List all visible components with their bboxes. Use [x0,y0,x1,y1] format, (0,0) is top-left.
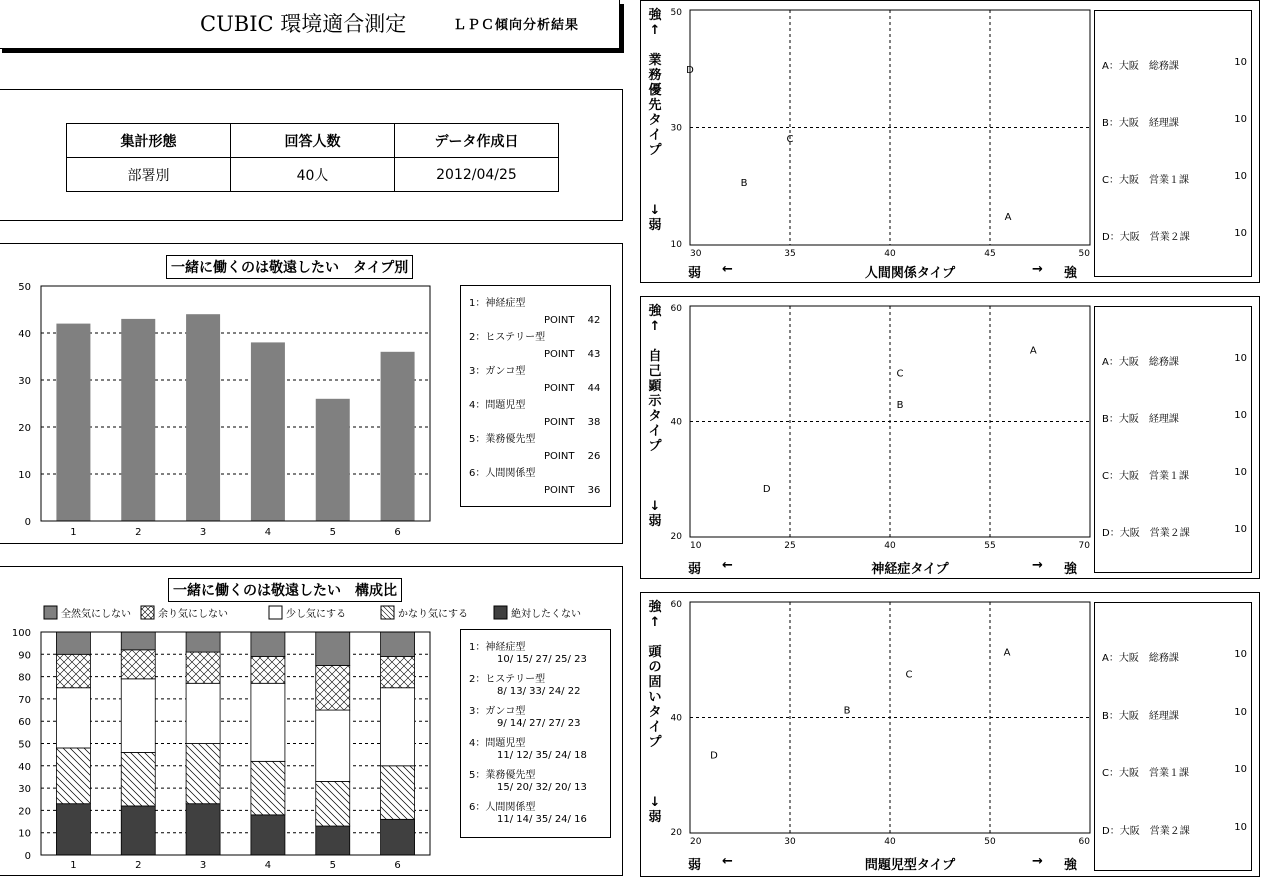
scatter-legend-entry: B：大阪 経理課 [1102,117,1179,129]
stack-segment-3 [186,804,220,855]
stack-segment-4 [251,632,285,657]
stack-segment-1 [56,632,90,654]
stack-series-swatch [494,606,507,619]
scatter-1-x-axis-label: 人間関係タイプ [864,266,956,281]
stack-legend-name-1: 1：神経症型 [469,642,526,653]
scatter-legend-count: 10 [1234,821,1247,833]
bar-x-tick-label: 3 [199,527,207,538]
stack-segment-1 [56,654,90,687]
scatter-point-D: D [710,750,718,762]
stack-segment-5 [316,632,350,665]
scatter-x-tick-label: 10 [690,541,702,551]
scatter-legend-entry: D：大阪 営業２課 [1102,527,1190,539]
scatter-3-x-strong-label: 強 [1064,858,1078,873]
stack-series-label: 絶対したくない [511,609,581,620]
stack-x-tick-label: 1 [70,860,77,871]
stack-segment-6 [381,688,415,766]
scatter-y-tick-label: 40 [670,417,682,428]
stack-segment-5 [316,665,350,710]
scatter-1-x-right-arrow: → [1032,262,1043,277]
stack-segment-4 [251,761,285,815]
stack-series-swatch [44,606,57,619]
stack-segment-6 [381,819,415,855]
stack-legend-vals-1: 10/ 15/ 27/ 25/ 23 [497,654,587,665]
bar-1 [56,324,90,521]
stack-segment-1 [56,748,90,804]
scatter-legend-entry: C：大阪 営業１課 [1102,174,1189,186]
stack-x-tick-label: 6 [394,860,401,871]
stack-series-label: 余り気にしない [158,609,228,620]
scatter-2-x-axis-label: 神経症タイプ [871,562,949,577]
scatter-legend-entry: D：大阪 営業２課 [1102,825,1190,837]
bar-y-tick-label: 50 [18,282,31,293]
bar-chart [0,278,440,538]
page-subtitle: ＬＰＣ傾向分析結果 [453,18,580,33]
stack-y-tick-label: 40 [18,761,31,773]
stack-legend-name-5: 5：業務優先型 [469,770,536,781]
scatter-legend-entry: C：大阪 営業１課 [1102,470,1189,482]
scatter-2-x-right-arrow: → [1032,558,1043,573]
summary-header-date: データ作成日 [395,124,559,158]
stack-segment-3 [186,744,220,804]
bar-6 [381,352,415,521]
bar-plot-frame [41,286,430,521]
scatter-y-tick-label: 60 [670,600,682,610]
bar-y-tick-label: 10 [18,470,31,481]
bar-3 [186,314,220,521]
stack-segment-3 [186,652,220,683]
stack-segment-2 [121,632,155,650]
bar-y-tick-label: 30 [18,376,31,387]
scatter-legend-entry: B：大阪 経理課 [1102,710,1179,722]
scatter-legend-entry: D：大阪 営業２課 [1102,231,1190,243]
scatter-chart-2 [660,296,1120,564]
bar-legend-name-6: 6：人間関係型 [469,468,536,479]
scatter-point-D: D [686,64,694,76]
scatter-x-tick-label: 40 [884,541,896,551]
stack-segment-5 [316,710,350,781]
bar-2 [121,319,155,521]
bar-legend-point-1: POINT 42 [544,315,601,326]
stack-legend-vals-5: 15/ 20/ 32/ 20/ 13 [497,782,587,793]
stack-y-tick-label: 70 [18,694,31,706]
scatter-y-tick-label: 30 [670,123,682,134]
stacked-chart [0,622,440,872]
bar-x-tick-label: 4 [264,527,272,538]
scatter-legend-count: 10 [1234,353,1247,364]
scatter-x-tick-label: 50 [984,837,996,847]
stack-segment-1 [56,688,90,748]
stack-series-label: 少し気にする [286,609,346,620]
scatter-1-y-axis-label: 強 ↑ 業 務 優 先 タ イ プ ↓ 弱 [648,8,662,233]
bar-x-tick-label: 2 [135,527,142,538]
stack-legend-name-2: 2：ヒステリー型 [469,674,546,685]
bar-legend-name-5: 5：業務優先型 [469,434,536,445]
stacked-chart-title: 一緒に働くのは敬遠したい 構成比 [168,578,402,602]
scatter-x-tick-label: 30 [690,249,702,259]
bar-5 [316,399,350,521]
stack-segment-4 [251,683,285,761]
scatter-3-legend [1094,602,1252,871]
stack-legend-name-3: 3：ガンコ型 [469,706,526,717]
scatter-x-tick-label: 40 [884,249,896,259]
bar-legend-name-2: 2：ヒステリー型 [469,332,546,343]
summary-table [66,123,559,192]
stack-y-tick-label: 50 [18,739,31,751]
scatter-legend-count: 10 [1234,523,1247,535]
stack-series-swatch [141,606,154,619]
stack-segment-2 [121,752,155,806]
stacked-chart-series-legend [40,603,620,623]
scatter-x-tick-label: 25 [784,541,796,551]
scatter-legend-entry: C：大阪 営業１課 [1102,768,1189,779]
stack-y-tick-label: 80 [18,672,31,684]
stack-segment-2 [121,650,155,679]
stack-segment-4 [251,657,285,684]
stack-legend-vals-4: 11/ 12/ 35/ 24/ 18 [497,750,587,761]
scatter-3-x-left-arrow: ← [722,854,733,869]
scatter-x-tick-label: 45 [984,249,996,259]
bar-legend-point-2: POINT 43 [544,349,601,360]
scatter-point-D: D [762,483,771,495]
scatter-2-y-axis-label: 強 ↑ 自 己 顕 示 タ イ プ ↓ 弱 [648,304,662,529]
scatter-x-tick-label: 50 [1078,249,1090,259]
stack-y-tick-label: 100 [11,628,31,639]
scatter-1-x-strong-label: 強 [1064,266,1078,281]
bar-chart-title: 一緒に働くのは敬遠したい タイプ別 [166,255,413,279]
stack-x-tick-label: 3 [199,860,207,871]
stack-series-swatch [269,606,282,619]
bar-legend-point-6: POINT 36 [544,485,601,496]
summary-value-type: 部署別 [67,158,231,192]
stack-segment-6 [381,766,415,820]
scatter-point-B: B [843,705,851,717]
bar-y-tick-label: 0 [24,517,31,528]
scatter-legend-count: 10 [1234,57,1247,68]
bar-y-tick-label: 40 [18,329,31,340]
stack-legend-name-4: 4：問題児型 [469,738,526,749]
scatter-legend-count: 10 [1234,170,1247,182]
summary-value-date: 2012/04/25 [395,158,559,192]
scatter-legend-count: 10 [1234,649,1247,660]
stack-y-tick-label: 0 [24,851,31,862]
scatter-legend-entry: B：大阪 経理課 [1102,413,1179,425]
stack-series-label: 全然気にしない [61,609,131,620]
stack-segment-3 [186,683,220,743]
bar-legend-name-3: 3：ガンコ型 [469,366,526,377]
stack-legend-name-6: 6：人間関係型 [469,802,536,813]
stack-segment-4 [251,815,285,855]
stack-segment-1 [56,804,90,855]
scatter-3-x-right-arrow: → [1032,854,1043,869]
stack-y-tick-label: 90 [18,650,31,662]
bar-legend-name-4: 4：問題児型 [469,400,526,411]
scatter-1-legend [1094,10,1252,277]
stack-x-tick-label: 5 [329,860,336,871]
scatter-x-tick-label: 60 [1078,837,1090,847]
summary-value-count: 40人 [231,158,395,192]
stack-segment-5 [316,781,350,826]
stack-y-tick-label: 60 [18,717,31,729]
stack-x-tick-label: 2 [135,860,142,871]
bar-4 [251,342,285,521]
bar-y-tick-label: 20 [18,423,31,434]
scatter-point-B: B [896,400,904,412]
scatter-x-tick-label: 55 [984,541,996,551]
scatter-2-x-strong-label: 強 [1064,562,1078,577]
bar-x-tick-label: 6 [394,527,401,538]
stack-x-tick-label: 4 [264,860,272,871]
stack-y-tick-label: 20 [18,806,31,818]
scatter-1-x-weak-label: 弱 [688,266,702,281]
bar-chart-legend [460,285,611,507]
scatter-3-x-weak-label: 弱 [688,858,702,873]
scatter-2-x-left-arrow: ← [722,558,733,573]
scatter-point-A: A [1003,647,1011,659]
scatter-legend-count: 10 [1234,409,1247,421]
scatter-2-legend [1094,306,1252,573]
page-title: CUBIC 環境適合測定 [200,12,407,36]
stack-series-swatch [381,606,394,619]
scatter-point-A: A [1029,345,1037,357]
scatter-legend-count: 10 [1234,706,1247,718]
scatter-legend-count: 10 [1234,227,1247,239]
stack-segment-6 [381,657,415,688]
scatter-x-tick-label: 70 [1078,541,1090,551]
scatter-legend-count: 10 [1234,466,1247,478]
scatter-y-tick-label: 40 [670,713,682,724]
summary-header-count: 回答人数 [231,124,395,158]
scatter-x-tick-label: 35 [784,249,796,259]
stack-segment-2 [121,679,155,753]
stack-segment-6 [381,632,415,657]
scatter-1-x-left-arrow: ← [722,262,733,277]
scatter-legend-entry: A：大阪 総務課 [1102,653,1179,664]
stack-series-label: かなり気にする [398,609,468,620]
bar-x-tick-label: 5 [329,527,336,538]
scatter-point-C: C [905,669,913,681]
bar-legend-point-4: POINT 38 [544,417,601,428]
scatter-x-tick-label: 40 [884,837,896,847]
stack-segment-2 [121,806,155,855]
scatter-x-tick-label: 20 [690,837,702,847]
bar-x-tick-label: 1 [70,527,77,538]
scatter-point-A: A [1004,212,1012,224]
scatter-legend-entry: A：大阪 総務課 [1102,357,1179,368]
bar-legend-point-5: POINT 26 [544,451,601,462]
stack-segment-5 [316,826,350,855]
scatter-legend-count: 10 [1234,113,1247,125]
bar-legend-name-1: 1：神経症型 [469,298,526,309]
summary-header-type: 集計形態 [67,124,231,158]
scatter-point-C: C [786,134,794,146]
scatter-x-tick-label: 30 [784,837,796,847]
stack-legend-vals-2: 8/ 13/ 33/ 24/ 22 [497,686,581,697]
scatter-y-tick-label: 60 [670,304,682,314]
scatter-chart-1 [660,0,1120,268]
scatter-point-C: C [896,368,904,380]
scatter-y-tick-label: 10 [670,240,682,250]
stack-y-tick-label: 30 [18,784,31,796]
scatter-legend-entry: A：大阪 総務課 [1102,61,1179,72]
stack-segment-3 [186,632,220,652]
scatter-legend-count: 10 [1234,764,1247,775]
scatter-chart-3 [660,592,1120,860]
stacked-chart-legend [460,629,611,838]
stack-y-tick-label: 10 [18,828,31,840]
stack-legend-vals-6: 11/ 14/ 35/ 24/ 16 [497,814,587,825]
stack-legend-vals-3: 9/ 14/ 27/ 27/ 23 [497,718,581,729]
scatter-y-tick-label: 50 [670,8,682,18]
scatter-2-x-weak-label: 弱 [688,562,702,577]
scatter-3-y-axis-label: 強 ↑ 頭 の 固 い タ イ プ ↓ 弱 [648,600,662,825]
scatter-y-tick-label: 20 [670,828,682,838]
scatter-y-tick-label: 20 [670,532,682,542]
bar-legend-point-3: POINT 44 [544,383,601,394]
scatter-point-B: B [740,178,748,190]
scatter-3-x-axis-label: 問題児型タイプ [864,858,956,873]
